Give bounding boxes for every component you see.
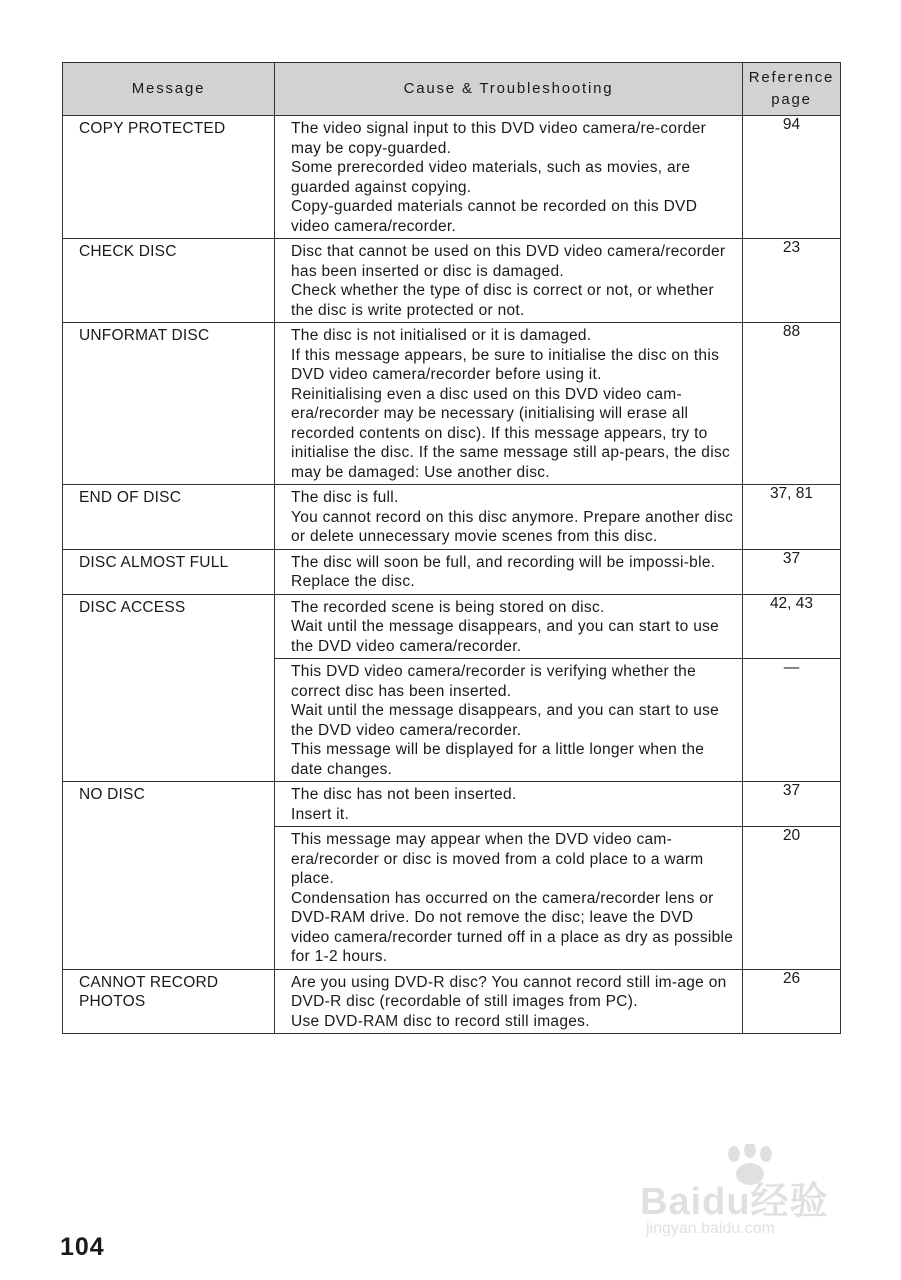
- cause-cell: [275, 969, 743, 1034]
- table-row: [63, 323, 841, 485]
- cause-line: This DVD video camera/recorder is verifying whether the correct disc has been inserted.: [291, 663, 697, 700]
- cause-line: The disc has not been inserted.: [291, 786, 517, 803]
- cause-cell: [275, 116, 743, 239]
- cause-cell: [275, 659, 743, 782]
- table-row: [63, 239, 841, 323]
- message-cell: CHECK DISC: [63, 239, 275, 323]
- cause-line: If this message appears, be sure to initialise the disc on this DVD video camera/recorder before using it.: [291, 346, 720, 383]
- table-row: [63, 485, 841, 550]
- header-reference: [743, 63, 841, 116]
- cause-line: This message will be displayed for a little longer when the date changes.: [291, 741, 705, 778]
- cause-line: Some prerecorded video materials, such as movies, are guarded against copying.: [291, 159, 691, 196]
- reference-cell: 37, 81: [743, 485, 841, 550]
- header-cause: Cause & Troubleshooting: [275, 63, 743, 116]
- message-cell: CANNOT RECORD PHOTOS: [63, 969, 275, 1034]
- cause-cell: [275, 782, 743, 827]
- reference-cell: —: [743, 659, 841, 782]
- message-cell: DISC ALMOST FULL: [63, 549, 275, 594]
- cause-line: This message may appear when the DVD video cam-era/recorder or disc is moved from a cold place to a warm place.: [291, 831, 704, 887]
- cause-cell: [275, 239, 743, 323]
- reference-cell: 26: [743, 969, 841, 1034]
- message-cell: NO DISC: [63, 782, 275, 970]
- cause-line: The video signal input to this DVD video camera/re-corder may be copy-guarded.: [291, 120, 707, 157]
- page-number: 104: [60, 1233, 105, 1261]
- cause-cell: [275, 549, 743, 594]
- reference-cell: 37: [743, 782, 841, 827]
- reference-cell: 94: [743, 116, 841, 239]
- cause-line: Use DVD-RAM disc to record still images.: [291, 1012, 590, 1030]
- cause-line: Copy-guarded materials cannot be recorded on this DVD video camera/recorder.: [291, 198, 698, 235]
- cause-line: Replace the disc.: [291, 573, 415, 590]
- header-message: Message: [63, 63, 275, 116]
- cause-line: You cannot record on this disc anymore. Prepare another disc or delete unnecessary movie scenes from this disc.: [291, 508, 734, 545]
- table-row: [63, 549, 841, 594]
- cause-cell: [275, 827, 743, 970]
- table-row: [63, 594, 841, 659]
- cause-line: The disc is full.: [291, 489, 399, 506]
- header-reference-line1: Reference: [748, 69, 835, 86]
- message-cell: UNFORMAT DISC: [63, 323, 275, 485]
- cause-line: Reinitialising even a disc used on this DVD video cam-era/recorder may be necessary (initialising will erase all recorded contents on disc). If this message appears, try to initialise the disc. If the same message still ap-pears, the disc may be damaged: Use another disc.: [291, 385, 731, 481]
- cause-cell: [275, 594, 743, 659]
- watermark-url: jingyan.baidu.com: [646, 1220, 775, 1237]
- table-row: [63, 116, 841, 239]
- cause-line: Insert it.: [291, 805, 350, 823]
- reference-cell: 23: [743, 239, 841, 323]
- cause-line: Wait until the message disappears, and you can start to use the DVD video camera/recorder.: [291, 702, 720, 739]
- cause-cell: [275, 323, 743, 485]
- watermark-logo: Baidu经验: [640, 1181, 829, 1223]
- message-cell: DISC ACCESS: [63, 594, 275, 782]
- reference-cell: 20: [743, 827, 841, 970]
- cause-line: Wait until the message disappears, and you can start to use the DVD video camera/recorder.: [291, 618, 720, 655]
- message-cell: END OF DISC: [63, 485, 275, 550]
- table-row: [63, 782, 841, 827]
- header-reference-line2: page: [771, 91, 812, 108]
- cause-line: The disc is not initialised or it is damaged.: [291, 327, 592, 344]
- cause-line: Check whether the type of disc is correct or not, or whether the disc is write protected or not.: [291, 282, 714, 319]
- cause-cell: [275, 485, 743, 550]
- reference-cell: 42, 43: [743, 594, 841, 659]
- table-header-row: [63, 63, 841, 116]
- message-cell: COPY PROTECTED: [63, 116, 275, 239]
- message-table: [62, 62, 841, 1034]
- cause-line: The recorded scene is being stored on disc.: [291, 598, 605, 616]
- table-row: [63, 969, 841, 1034]
- cause-line: The disc will soon be full, and recording will be impossi-ble.: [291, 553, 716, 571]
- baidu-watermark: [640, 1140, 850, 1250]
- cause-line: Are you using DVD-R disc? You cannot record still im-age on DVD-R disc (recordable of still images from PC).: [291, 973, 727, 1010]
- reference-cell: 37: [743, 549, 841, 594]
- reference-cell: 88: [743, 323, 841, 485]
- cause-line: Condensation has occurred on the camera/recorder lens or DVD-RAM drive. Do not remove the disc; leave the DVD video camera/recorder turned off in a place as dry as possible for 1-2 hours.: [291, 889, 734, 965]
- cause-line: Disc that cannot be used on this DVD video camera/recorder has been inserted or disc is damaged.: [291, 243, 726, 280]
